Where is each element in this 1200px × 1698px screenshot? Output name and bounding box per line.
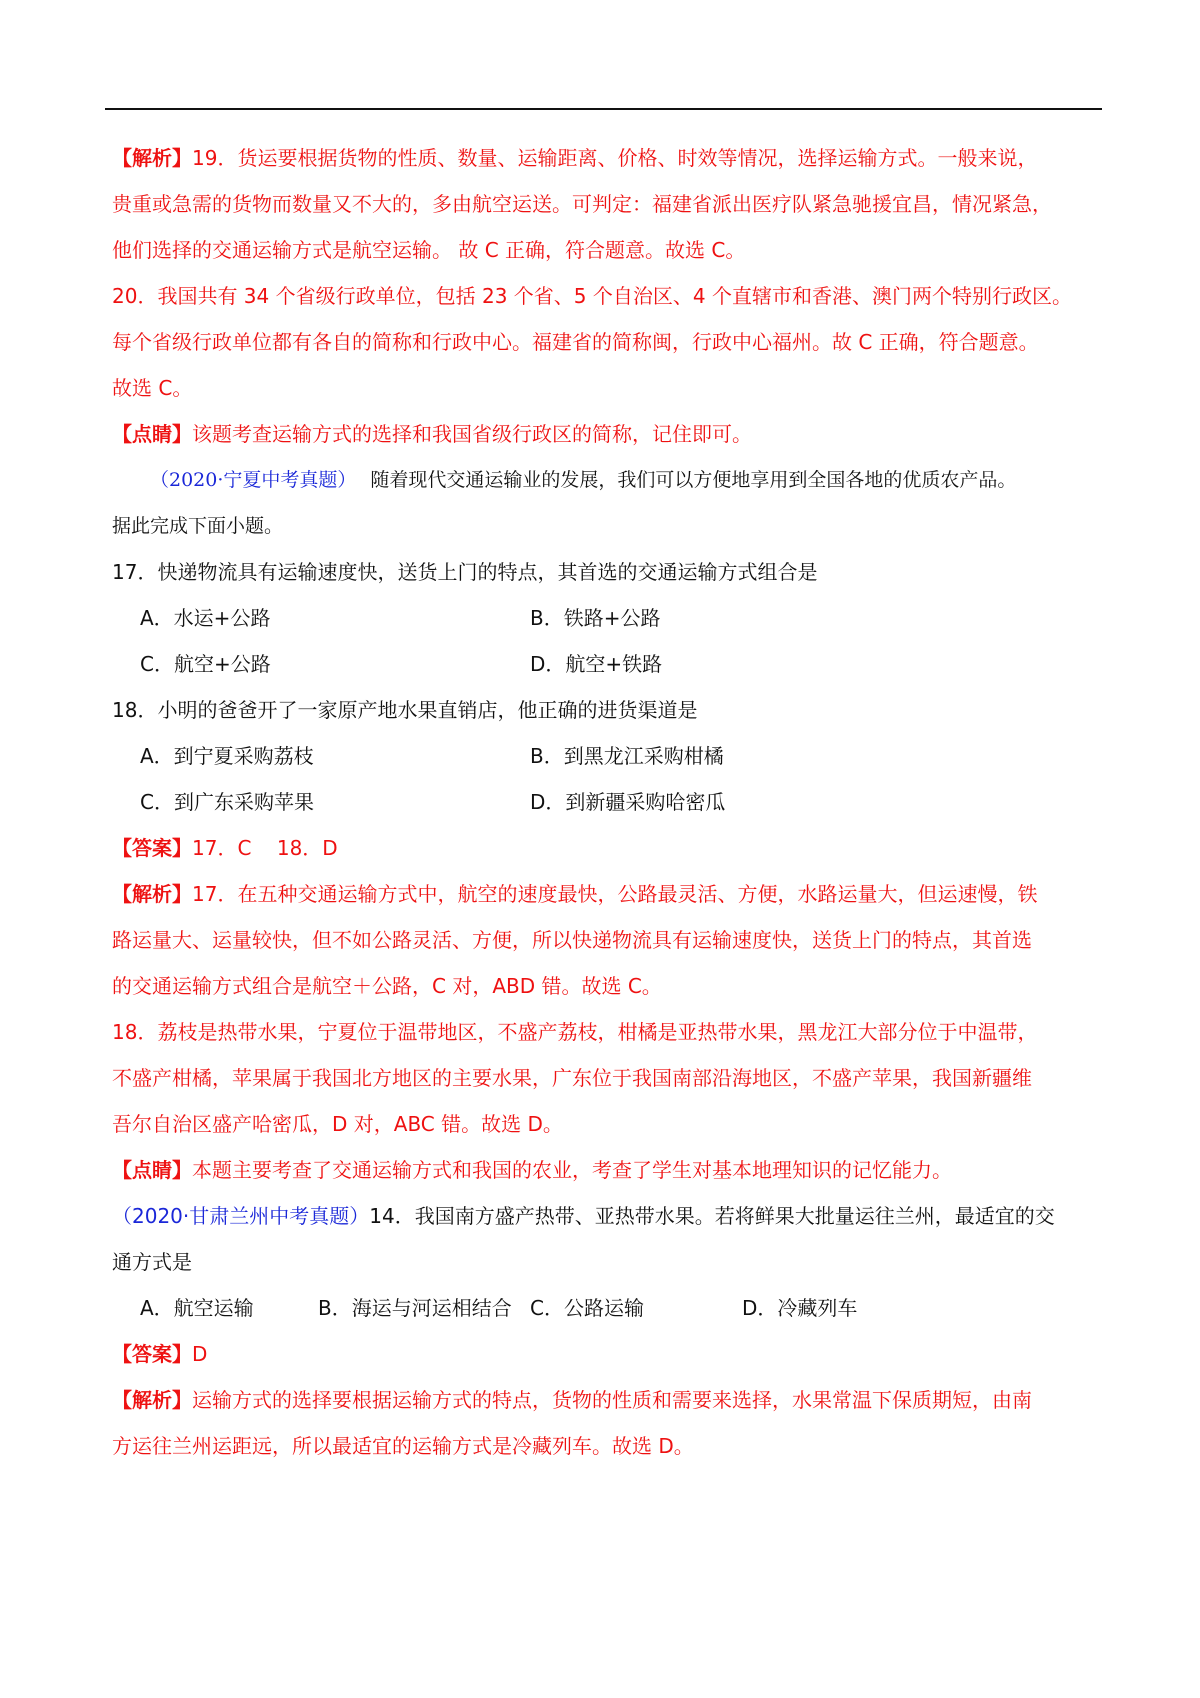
analysis-line-5: 每个省级行政单位都有各自的简称和行政中心。福建省的简称闽，行政中心福州。故 C 正确，符合题意。 (112, 330, 1039, 354)
q18-option-a[interactable]: A．到宁夏采购荔枝 (140, 744, 314, 768)
lanzhou-answer-text: D (192, 1342, 208, 1366)
ningxia-answer-line (112, 834, 338, 862)
analysis-line-1 (112, 144, 1037, 172)
q17-option-a[interactable]: A．水运+公路 (140, 606, 271, 630)
ningxia-comment-label: 【点睛】 (112, 1158, 192, 1182)
comment-line (112, 420, 752, 448)
ningxia-comment-text: 本题主要考查了交通运输方式和我国的农业，考查了学生对基本地理知识的记忆能力。 (192, 1158, 952, 1182)
ningxia-source: （2020·宁夏中考真题） (150, 469, 357, 491)
comment-label: 【点睛】 (112, 422, 192, 446)
ningxia-answer-text: 17．C 18．D (192, 836, 338, 860)
lanzhou-answer-label: 【答案】 (112, 1342, 192, 1366)
ningxia-analysis-line-3: 的交通运输方式组合是航空＋公路，C 对，ABD 错。故选 C。 (112, 974, 662, 998)
analysis-label: 【解析】 (112, 146, 192, 170)
analysis-line-6: 故选 C。 (112, 376, 193, 400)
lanzhou-answer-line (112, 1340, 207, 1368)
ningxia-intro-1: 随着现代交通运输业的发展，我们可以方便地享用到全国各地的优质农产品。 (370, 469, 1017, 491)
q17-option-c[interactable]: C．航空+公路 (140, 652, 271, 676)
ningxia-analysis-line-5: 不盛产柑橘，苹果属于我国北方地区的主要水果，广东位于我国南部沿海地区，不盛产苹果，我国新疆维 (112, 1066, 1032, 1090)
lanzhou-stem-line-1 (112, 1202, 1055, 1230)
lanzhou-analysis-line-1 (112, 1386, 1032, 1414)
ningxia-analysis-label: 【解析】 (112, 882, 192, 906)
comment-text: 该题考查运输方式的选择和我国省级行政区的简称，记住即可。 (192, 422, 752, 446)
lanzhou-stem-line-2: 通方式是 (112, 1250, 192, 1274)
q18-option-c[interactable]: C．到广东采购苹果 (140, 790, 314, 814)
q18-option-b[interactable]: B．到黑龙江采购柑橘 (530, 744, 724, 768)
ningxia-intro-line-1 (150, 466, 1016, 494)
analysis-line-3: 他们选择的交通运输方式是航空运输。 故 C 正确，符合题意。故选 C。 (112, 238, 746, 262)
q17-option-d[interactable]: D．航空+铁路 (530, 652, 663, 676)
ningxia-analysis-line-1 (112, 880, 1037, 908)
q14-option-a[interactable]: A．航空运输 (140, 1296, 254, 1320)
q14-option-b[interactable]: B．海运与河运相结合 (318, 1296, 512, 1320)
header-rule (105, 108, 1102, 110)
q17-stem: 17．快递物流具有运输速度快，送货上门的特点，其首选的交通运输方式组合是 (112, 560, 818, 584)
lanzhou-analysis-1: 运输方式的选择要根据运输方式的特点，货物的性质和需要来选择，水果常温下保质期短，由南 (192, 1388, 1032, 1412)
lanzhou-stem-1: 14．我国南方盛产热带、亚热带水果。若将鲜果大批量运往兰州，最适宜的交 (369, 1204, 1055, 1228)
lanzhou-analysis-line-2: 方运往兰州运距远，所以最适宜的运输方式是冷藏列车。故选 D。 (112, 1434, 694, 1458)
ningxia-analysis-1: 17．在五种交通运输方式中，航空的速度最快，公路最灵活、方便，水路运量大，但运速慢，铁 (192, 882, 1038, 906)
q14-option-d[interactable]: D．冷藏列车 (742, 1296, 858, 1320)
ningxia-answer-label: 【答案】 (112, 836, 192, 860)
ningxia-comment-line (112, 1156, 952, 1184)
lanzhou-source: （2020·甘肃兰州中考真题） (112, 1204, 370, 1228)
analysis-line-2: 贵重或急需的货物而数量又不大的，多由航空运送。可判定：福建省派出医疗队紧急驰援宜昌，情况紧急， (112, 192, 1052, 216)
ningxia-analysis-line-6: 吾尔自治区盛产哈密瓜，D 对，ABC 错。故选 D。 (112, 1112, 563, 1136)
q14-option-c[interactable]: C．公路运输 (530, 1296, 644, 1320)
q18-option-d[interactable]: D．到新疆采购哈密瓜 (530, 790, 726, 814)
analysis-line-4: 20．我国共有 34 个省级行政单位，包括 23 个省、5 个自治区、4 个直辖市和香港、澳门两个特别行政区。 (112, 284, 1072, 308)
ningxia-intro-line-2: 据此完成下面小题。 (112, 515, 284, 537)
q18-stem: 18．小明的爸爸开了一家原产地水果直销店，他正确的进货渠道是 (112, 698, 698, 722)
lanzhou-analysis-label: 【解析】 (112, 1388, 192, 1412)
q17-option-b[interactable]: B．铁路+公路 (530, 606, 661, 630)
analysis-text: 19．货运要根据货物的性质、数量、运输距离、价格、时效等情况，选择运输方式。一般来说， (192, 146, 1038, 170)
ningxia-analysis-line-4: 18．荔枝是热带水果，宁夏位于温带地区，不盛产荔枝，柑橘是亚热带水果，黑龙江大部分位于中温带， (112, 1020, 1038, 1044)
ningxia-analysis-line-2: 路运量大、运量较快，但不如公路灵活、方便，所以快递物流具有运输速度快，送货上门的特点，其首选 (112, 928, 1032, 952)
